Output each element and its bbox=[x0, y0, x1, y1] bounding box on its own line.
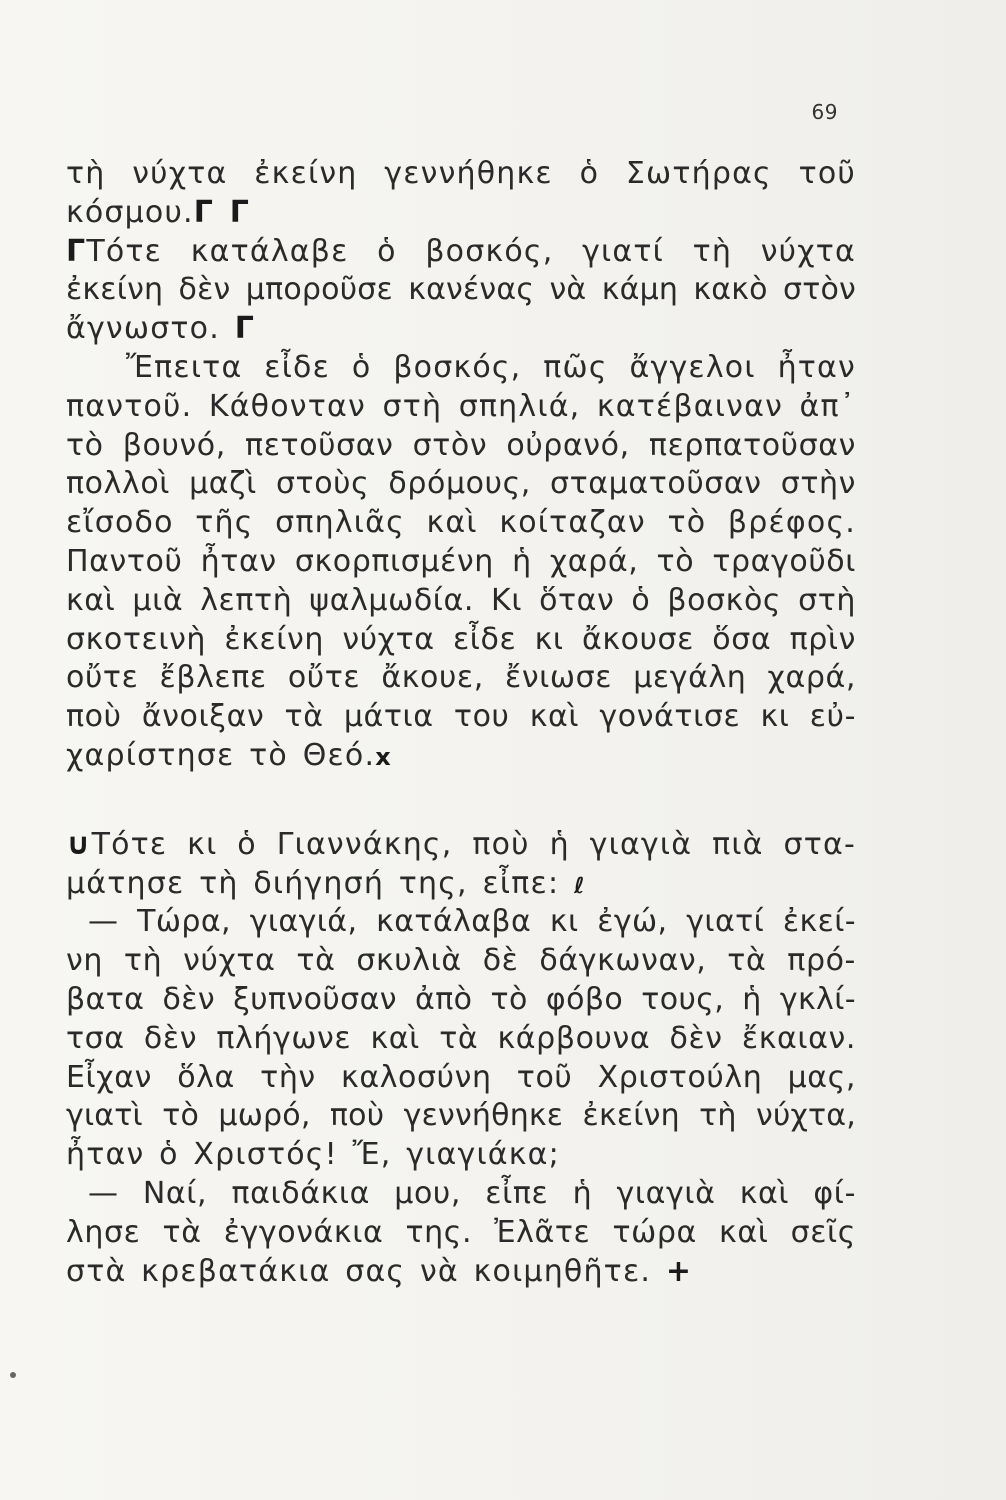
text-line: ἐκείνη δὲν μποροῦσε κανένας νὰ κάμη κακὸ στὸν bbox=[66, 272, 856, 308]
page-number: 69 bbox=[811, 100, 838, 124]
text-line: καὶ μιὰ λεπτὴ ψαλμωδία. Κι ὅταν ὁ βοσκὸς στὴ bbox=[66, 582, 856, 618]
text-line: Ἔπειτα εἶδε ὁ βοσκός, πῶς ἄγγελοι ἦταν bbox=[126, 349, 856, 385]
text-line: ἄγνωστο. Γ bbox=[66, 311, 256, 347]
text-line: χαρίστησε τὸ Θεό.x bbox=[66, 737, 392, 773]
text-line: βατα δὲν ξυπνοῦσαν ἀπὸ τὸ φόβο τους, ἡ γκλί- bbox=[66, 981, 856, 1017]
proofreader-mark: ∪ bbox=[66, 826, 92, 862]
text-line: σκοτεινὴ ἐκείνη νύχτα εἶδε κι ἄκουσε ὅσα πρὶν bbox=[66, 621, 856, 657]
text-line: νη τὴ νύχτα τὰ σκυλιὰ δὲ δάγκωναν, τὰ πρό- bbox=[66, 943, 856, 979]
text-line: ∪Τότε κι ὁ Γιαννάκης, ποὺ ἡ γιαγιὰ πιὰ στα- bbox=[66, 826, 856, 862]
stray-ink-mark bbox=[10, 1372, 16, 1378]
text-line: Εἶχαν ὅλα τὴν καλοσύνη τοῦ Χριστούλη μας, bbox=[66, 1059, 856, 1095]
text-line: — Τώρα, γιαγιά, κατάλαβα κι ἐγώ, γιατί ἐκεί- bbox=[88, 904, 856, 940]
text-line: λησε τὰ ἐγγονάκια της. Ἐλᾶτε τώρα καὶ σεῖς bbox=[66, 1214, 856, 1250]
text-line: στὰ κρεβατάκια σας νὰ κοιμηθῆτε. + bbox=[66, 1253, 693, 1289]
text-line: τὴ νύχτα ἐκείνη γεννήθηκε ὁ Σωτήρας τοῦ bbox=[66, 156, 856, 191]
proofreader-mark: ℓ bbox=[574, 873, 586, 899]
text-line: γιατὶ τὸ μωρό, ποὺ γεννήθηκε ἐκείνη τὴ νύχτα, bbox=[66, 1098, 856, 1134]
proofreader-mark: Γ bbox=[234, 311, 256, 347]
paragraph-gap bbox=[66, 776, 856, 826]
text-line: ΓΤότε κατάλαβε ὁ βοσκός, γιατί τὴ νύχτα bbox=[66, 233, 856, 269]
proofreader-mark: Γ Γ bbox=[193, 194, 251, 230]
text-line: εἴσοδο τῆς σπηλιᾶς καὶ κοίταζαν τὸ βρέφος. bbox=[66, 505, 856, 541]
text-line: μάτησε τὴ διήγησή της, εἶπε: ℓ bbox=[66, 865, 586, 901]
proofreader-mark: + bbox=[665, 1253, 693, 1289]
text-line: Παντοῦ ἦταν σκορπισμένη ἡ χαρά, τὸ τραγοῦδι bbox=[66, 543, 856, 579]
text-line: — Ναί, παιδάκια μου, εἶπε ἡ γιαγιὰ καὶ φί- bbox=[88, 1175, 856, 1211]
text-line: κόσμου.Γ Γ bbox=[66, 194, 251, 230]
text-line: ποὺ ἄνοιξαν τὰ μάτια του καὶ γονάτισε κι εὐ- bbox=[66, 699, 856, 735]
text-line: τσα δὲν πλήγωνε καὶ τὰ κάρβουνα δὲν ἔκαιαν. bbox=[66, 1020, 856, 1056]
proofreader-mark: Γ bbox=[66, 233, 87, 269]
proofreader-mark: x bbox=[375, 742, 392, 771]
text-line: παντοῦ. Κάθονταν στὴ σπηλιά, κατέβαιναν ἀπ᾿ bbox=[66, 388, 856, 424]
text-line: ἦταν ὁ Χριστός! Ἔ, γιαγιάκα; bbox=[66, 1137, 560, 1173]
body-text bbox=[66, 155, 856, 1291]
text-line: τὸ βουνό, πετοῦσαν στὸν οὐρανό, περπατοῦσαν bbox=[66, 427, 856, 463]
text-line: οὔτε ἔβλεπε οὔτε ἄκουε, ἔνιωσε μεγάλη χαρά, bbox=[66, 660, 856, 696]
text-line: πολλοὶ μαζὶ στοὺς δρόμους, σταματοῦσαν στὴν bbox=[66, 466, 856, 502]
